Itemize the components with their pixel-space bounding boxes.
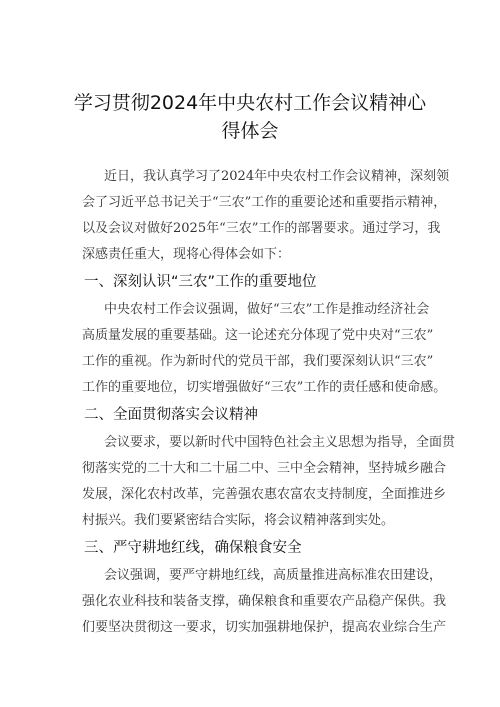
section-2-line: 村振兴。我们要紧密结合实际，将会议精神落到实处。 — [82, 513, 395, 528]
section-2-line: 会议要求，要以新时代中国特色社会主义思想为指导，全面贯 — [104, 435, 456, 450]
section-3-line: 们要坚决贯彻这一要求，切实加强耕地保护，提高农业综合生产 — [82, 620, 447, 635]
section-1-line: 中央农村工作会议强调，做好“三农”工作是推动经济社会 — [104, 302, 430, 317]
section-1-line: 工作的重视。作为新时代的党员干部，我们要深刻认识“三农” — [82, 354, 434, 369]
intro-line: 以及会议对做好2025年“三农”工作的部署要求。通过学习，我 — [82, 221, 441, 236]
section-heading-3: 三、严守耕地红线，确保粮食安全 — [84, 540, 302, 556]
section-2-line: 彻落实党的二十大和二十届二中、三中全会精神，坚持城乡融合 — [82, 461, 447, 476]
section-heading-2: 二、全面贯彻落实会议精神 — [84, 407, 258, 423]
document-title-line-2: 得体会 — [221, 120, 279, 142]
intro-line: 近日，我认真学习了2024年中央农村工作会议精神，深刻领 — [104, 169, 450, 184]
section-2-line: 发展，深化农村改革，完善强农惠农富农支持制度，全面推进乡 — [82, 487, 447, 502]
intro-line: 深感责任重大，现将心得体会如下： — [82, 247, 291, 262]
section-1-line: 高质量发展的重要基础。这一论述充分体现了党中央对“三农” — [82, 328, 434, 343]
section-3-line: 强化农业科技和装备支撑，确保粮食和重要农产品稳产保供。我 — [82, 594, 447, 609]
document-title-line-1: 学习贯彻2024年中央农村工作会议精神心 — [73, 92, 427, 114]
section-heading-1: 一、深刻认识“三农”工作的重要地位 — [84, 274, 317, 290]
intro-line: 会了习近平总书记关于“三农”工作的重要论述和重要指示精神， — [82, 195, 447, 210]
section-1-line: 工作的重要地位，切实增强做好“三农”工作的责任感和使命感。 — [82, 380, 447, 395]
section-3-line: 会议强调，要严守耕地红线，高质量推进高标准农田建设， — [104, 568, 443, 583]
